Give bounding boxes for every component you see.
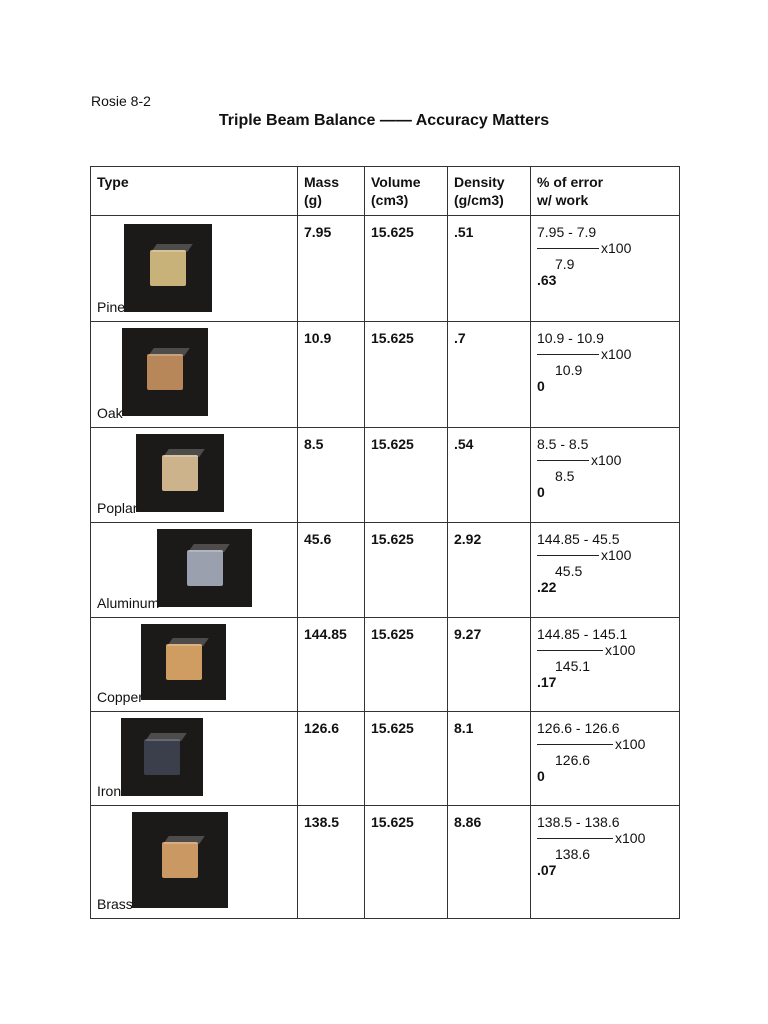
header-row <box>91 167 680 216</box>
error-denominator: 8.5 <box>555 468 575 484</box>
fraction-bar <box>537 838 613 839</box>
volume-cell: 15.625 <box>365 618 448 712</box>
error-cell <box>531 806 680 919</box>
fraction-bar <box>537 460 589 461</box>
density-cell: 8.86 <box>448 806 531 919</box>
col-volume-header: Volume (cm3) <box>365 167 448 216</box>
error-multiplier: x100 <box>591 452 622 468</box>
error-multiplier: x100 <box>615 830 646 846</box>
error-cell <box>531 322 680 428</box>
type-cell <box>91 216 298 322</box>
type-cell <box>91 806 298 919</box>
error-result: 0 <box>537 484 545 500</box>
error-numerator: 144.85 - 145.1 <box>537 626 628 642</box>
error-result: .63 <box>537 272 557 288</box>
error-numerator: 126.6 - 126.6 <box>537 720 620 736</box>
col-error-header: % of error w/ work <box>531 167 680 216</box>
mass-cell: 45.6 <box>298 523 365 618</box>
density-cell: .51 <box>448 216 531 322</box>
volume-cell: 15.625 <box>365 712 448 806</box>
sample-type-label: Pine <box>97 299 126 315</box>
type-cell <box>91 322 298 428</box>
sample-type-label: Aluminum <box>97 595 160 611</box>
cube-image <box>147 354 183 390</box>
error-denominator: 138.6 <box>555 846 591 862</box>
sample-type-label: Oak <box>97 405 123 421</box>
table-row <box>91 806 680 919</box>
author-label: Rosie 8-2 <box>91 93 151 109</box>
fraction-bar <box>537 650 603 651</box>
sample-type-label: Poplar <box>97 500 138 516</box>
density-cell: .54 <box>448 428 531 523</box>
cube-image <box>187 550 223 586</box>
error-cell <box>531 618 680 712</box>
density-cell: 9.27 <box>448 618 531 712</box>
sample-type-label: Copper <box>97 689 143 705</box>
page-title: Triple Beam Balance —— Accuracy Matters <box>218 112 550 129</box>
error-result: .07 <box>537 862 557 878</box>
cube-image <box>150 250 186 286</box>
fraction-bar <box>537 354 599 355</box>
error-multiplier: x100 <box>601 240 632 256</box>
sample-photo <box>136 434 224 512</box>
density-cell: 2.92 <box>448 523 531 618</box>
sample-type-label: Brass <box>97 896 133 912</box>
results-table <box>90 166 680 919</box>
table-row <box>91 523 680 618</box>
error-denominator: 7.9 <box>555 256 575 272</box>
mass-cell: 144.85 <box>298 618 365 712</box>
type-cell <box>91 428 298 523</box>
error-numerator: 7.95 - 7.9 <box>537 224 597 240</box>
sample-photo <box>124 224 212 312</box>
sample-photo <box>141 624 226 700</box>
error-result: .17 <box>537 674 557 690</box>
error-cell <box>531 712 680 806</box>
error-multiplier: x100 <box>601 547 632 563</box>
density-cell: .7 <box>448 322 531 428</box>
col-type-header: Type <box>91 167 298 216</box>
error-numerator: 10.9 - 10.9 <box>537 330 604 346</box>
table-row <box>91 618 680 712</box>
sample-photo <box>121 718 203 796</box>
sample-photo <box>122 328 208 416</box>
error-multiplier: x100 <box>615 736 646 752</box>
sample-photo <box>157 529 252 607</box>
error-denominator: 10.9 <box>555 362 583 378</box>
col-density-header: Density (g/cm3) <box>448 167 531 216</box>
error-numerator: 8.5 - 8.5 <box>537 436 589 452</box>
error-result: 0 <box>537 768 545 784</box>
cube-image <box>162 842 198 878</box>
error-result: .22 <box>537 579 557 595</box>
sample-type-label: Iron <box>97 783 122 799</box>
error-cell <box>531 428 680 523</box>
fraction-bar <box>537 555 599 556</box>
fraction-bar <box>537 744 613 745</box>
table-row <box>91 216 680 322</box>
fraction-bar <box>537 248 599 249</box>
error-denominator: 145.1 <box>555 658 591 674</box>
error-cell <box>531 216 680 322</box>
volume-cell: 15.625 <box>365 322 448 428</box>
table-row <box>91 428 680 523</box>
cube-image <box>162 455 198 491</box>
table-row <box>91 712 680 806</box>
cube-image <box>166 644 202 680</box>
error-cell <box>531 523 680 618</box>
col-mass-header: Mass (g) <box>298 167 365 216</box>
mass-cell: 138.5 <box>298 806 365 919</box>
error-multiplier: x100 <box>601 346 632 362</box>
mass-cell: 7.95 <box>298 216 365 322</box>
error-numerator: 138.5 - 138.6 <box>537 814 620 830</box>
volume-cell: 15.625 <box>365 216 448 322</box>
type-cell <box>91 523 298 618</box>
density-cell: 8.1 <box>448 712 531 806</box>
volume-cell: 15.625 <box>365 428 448 523</box>
mass-cell: 126.6 <box>298 712 365 806</box>
table-row <box>91 322 680 428</box>
volume-cell: 15.625 <box>365 523 448 618</box>
type-cell <box>91 712 298 806</box>
mass-cell: 10.9 <box>298 322 365 428</box>
error-result: 0 <box>537 378 545 394</box>
type-cell <box>91 618 298 712</box>
error-multiplier: x100 <box>605 642 636 658</box>
error-denominator: 45.5 <box>555 563 583 579</box>
mass-cell: 8.5 <box>298 428 365 523</box>
volume-cell: 15.625 <box>365 806 448 919</box>
error-denominator: 126.6 <box>555 752 591 768</box>
error-numerator: 144.85 - 45.5 <box>537 531 620 547</box>
cube-image <box>144 739 180 775</box>
sample-photo <box>132 812 228 908</box>
